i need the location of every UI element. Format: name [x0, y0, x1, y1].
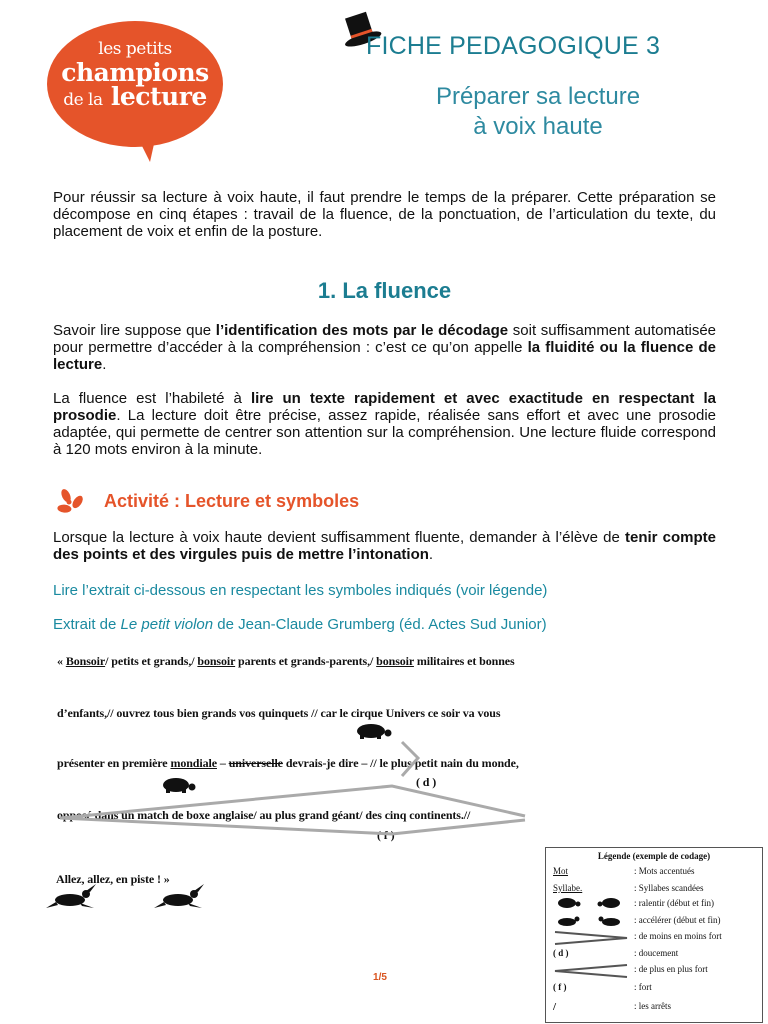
extract-line-5: Allez, allez, en piste ! »	[56, 872, 170, 886]
legend-row: Syllabe. : Syllabes scandées	[553, 883, 704, 893]
legend-row: : ralentir (début et fin)	[546, 898, 762, 912]
extract-line-2: d’enfants,// ouvrez tous bien grands vos quinquets // car le cirque Univers ce soir va vous	[57, 706, 501, 720]
turtle-icon	[553, 896, 623, 910]
legend-box	[545, 847, 763, 1023]
crescendo-icon	[553, 963, 629, 979]
intro-paragraph: Pour réussir sa lecture à voix haute, il faut prendre le temps de la préparer. Cette préparation se décompose en cinq étapes : travail de la fluence, de la ponctuation, de l’articulation du texte, du placement de voix et enfin de la posture.	[53, 189, 716, 240]
turtle-icon	[357, 724, 392, 739]
fluence-paragraph-1: Savoir lire suppose que l’identification des mots par le décodage soit suffisamment automatisée pour permettre d’accéder à la compréhension : c’est ce qu’on appelle la fluidité ou la fluence de lecture.	[53, 322, 717, 373]
decrescendo-icon	[402, 742, 418, 776]
logo-text: les petits champions de la lecture	[61, 39, 209, 111]
rabbit-icon	[46, 884, 96, 908]
page-number: 1/5	[373, 972, 387, 983]
crescendo-icon	[60, 786, 525, 834]
legend-title: Légende (exemple de codage)	[597, 851, 711, 861]
page-title: FICHE PEDAGOGIQUE 3	[366, 32, 661, 60]
rabbit-icon	[553, 913, 623, 927]
extract-source: Extrait de Le petit violon de Jean-Claude Grumberg (éd. Actes Sud Junior)	[53, 616, 547, 633]
page-subtitle: Préparer sa lecture à voix haute	[435, 83, 641, 140]
legend-row: ( f ) : fort	[553, 982, 652, 992]
legend-row: : de moins en moins fort	[546, 931, 762, 945]
extract-line-3: présenter en première mondiale – universelle devrais-je dire – // le plus petit nain du monde,	[57, 756, 519, 770]
activity-instruction: Lire l’extrait ci-dessous en respectant les symboles indiqués (voir légende)	[53, 582, 548, 599]
activity-paragraph: Lorsque la lecture à voix haute devient suffisamment fluente, demander à l’élève de tenir compte des points et des virgules puis de mettre l’intonation.	[53, 529, 716, 563]
extract-line-1: « Bonsoir/ petits et grands,/ bonsoir parents et grands-parents,/ bonsoir militaires et bonnes	[57, 654, 515, 668]
legend-row: ( d ) : doucement	[553, 948, 679, 958]
legend-row: Mot : Mots accentués	[553, 866, 695, 876]
propeller-icon	[55, 488, 83, 516]
legend-row: / : les arrêts	[553, 1001, 671, 1013]
extract-line-4: opposé dans un match de boxe anglaise/ au plus grand géant/ des cinq continents.//	[57, 808, 471, 822]
doucement-mark: ( d )	[416, 775, 437, 789]
rabbit-icon	[154, 884, 204, 908]
logo	[46, 20, 224, 168]
turtle-icon	[163, 778, 196, 793]
legend-row: : de plus en plus fort	[546, 964, 762, 978]
activity-title: Activité : Lecture et symboles	[104, 491, 360, 511]
section-title: 1. La fluence	[317, 278, 452, 303]
fort-mark: ( f )	[377, 828, 395, 842]
fluence-paragraph-2: La fluence est l’habileté à lire un texte rapidement et avec exactitude en respectant la prosodie. La lecture doit être précise, assez rapide, réalisée sans effort et avec une prosodie adaptée, qui permette de centrer son attention sur la compréhension. Une lecture fluide correspond à 120 mots environ à la minute.	[53, 390, 716, 458]
legend-row: : accélérer (début et fin)	[546, 915, 762, 929]
decrescendo-icon	[553, 930, 629, 946]
